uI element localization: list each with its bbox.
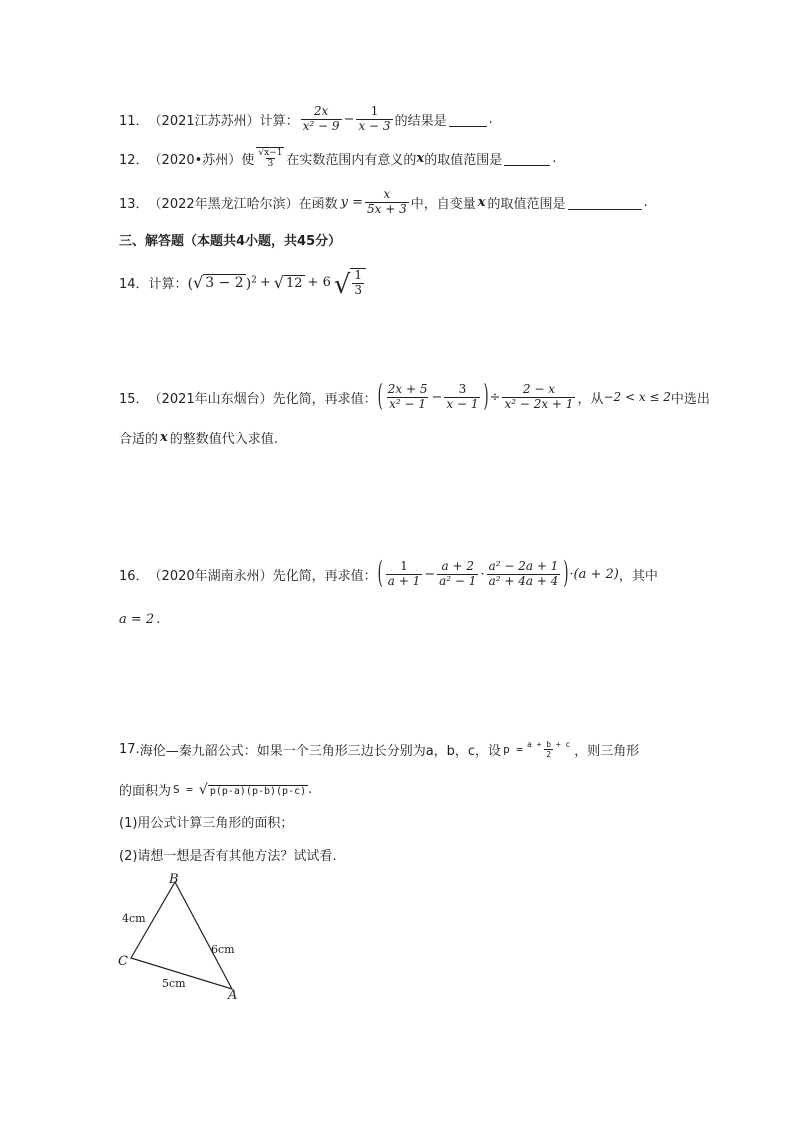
question-number: 17.: [119, 742, 140, 758]
question-14: 14． 计算： ( √ 3 − 2 )$^2$ + √ 12 + 6 √ $\frac{1}{3}$: [119, 268, 366, 298]
triangle-figure: [110, 866, 260, 1006]
side-label-cb: 4cm: [122, 912, 146, 925]
question-number: 16．: [119, 568, 149, 584]
answer-blank[interactable]: [449, 112, 487, 127]
side-label-ba: 6cm: [211, 943, 235, 956]
vertex-label-a: A: [228, 988, 238, 1003]
question-source: （2020•苏州）: [148, 152, 242, 168]
question-13: 13． （2022年黑龙江哈尔滨） 在函数 y = $\frac{x}{5x + 3}$ 中，自变量 x 的取值范围是 .: [119, 187, 648, 216]
section-heading: 三、解答题（本题共4小题，共45分）: [119, 234, 342, 249]
question-source: （2021江苏苏州）: [148, 113, 260, 129]
question-15-line2: 合适的 x 的整数值代入求值.: [119, 430, 278, 447]
question-source: （2021年山东烟台）: [148, 391, 273, 407]
side-label-ca: 5cm: [162, 977, 186, 990]
fraction: $\frac{a + 2}{\text{a² − 1}}$: [439, 559, 477, 588]
question-number: 14．: [119, 277, 149, 293]
fraction: $\frac{2 - x}{\text{x² − 2x + 1}}$: [504, 382, 574, 411]
sqrt-fraction: √ $\frac{1}{3}$: [334, 268, 366, 298]
question-12: 12． （2020•苏州） 使 $\frac{√x-1}{3}$ 在实数范围内有意义的 x 的取值范围是 .: [119, 148, 557, 170]
question-16-line2: a = 2 .: [119, 612, 161, 627]
fraction: $\frac{\text{a² − 2a + 1}}{\text{a² + 4a + 4}}$: [488, 559, 559, 588]
fraction: $\frac{√x-1}{3}$: [258, 148, 283, 170]
fraction: $\frac{1}{x - 3}$: [358, 104, 391, 133]
fraction: $\frac{2x + 5}{\text{x² − 1}}$: [387, 382, 428, 411]
question-17-part1: (1)用公式计算三角形的面积；: [119, 816, 294, 831]
math-expression: ( √ 3 − 2 )$^2$: [187, 272, 257, 292]
vertex-label-c: C: [118, 954, 128, 969]
triangle-shape: [131, 882, 232, 989]
fraction: $\frac{x}{5x + 3}$: [367, 187, 407, 216]
question-number: 11．: [119, 113, 149, 129]
question-number: 15．: [119, 391, 149, 407]
heron-sqrt: √ p(p-a)(p-b)(p-c): [198, 781, 307, 798]
question-17-part2: (2)请想一想是否有其他方法？试试看.: [119, 849, 337, 864]
fraction: $\frac{1}{a + 1}$: [387, 559, 421, 588]
question-number: 13．: [119, 196, 149, 212]
vertex-label-b: B: [169, 872, 179, 887]
question-17-line2: 的面积为 S = √ p(p-a)(p-b)(p-c) .: [119, 781, 313, 799]
fraction: $\frac{a + b + c}{2}$: [526, 740, 571, 760]
fraction: $\frac{2x}{\text{x² − 9}}$: [302, 104, 340, 133]
answer-blank[interactable]: [504, 151, 550, 166]
question-source: （2020年湖南永州）: [148, 568, 273, 584]
question-number: 12．: [119, 152, 149, 168]
minus-sign: −: [343, 111, 355, 127]
question-17: 17. 海伦—秦九韶公式：如果一个三角形三边长分别为a，b，c，设 p = $\frac{a + b + c}{2}$ ，则三角形: [119, 740, 640, 760]
question-lead: 计算：: [259, 113, 299, 129]
question-text: 的结果是: [394, 113, 447, 129]
question-11: 11． （2021江苏苏州） 计算： $\frac{2x}{\text{x² − 9}}$ − $\frac{1}{x - 3}$ 的结果是 .: [119, 104, 493, 133]
sqrt-12: √ 12: [273, 272, 303, 292]
fraction: $\frac{3}{x - 1}$: [446, 382, 479, 411]
question-15: 15． （2021年山东烟台） 先化简，再求值： ( $\frac{2x + 5}{\text{x² − 1}}$ − $\frac{3}{x - 1}$ ) ÷ $\frac{2 - x}{\text{x² − 2x + 1}}$ ，从 −2 < x ≤ 2 中选出: [119, 380, 710, 415]
answer-blank[interactable]: [568, 195, 642, 210]
question-source: （2022年黑龙江哈尔滨）: [148, 196, 299, 212]
question-16: 16． （2020年湖南永州） 先化简，再求值： ( $\frac{1}{a + 1}$ − $\frac{a + 2}{\text{a² − 1}}$ · $\frac{\text{a² − 2a + 1}}{\text{a² + 4a + 4}}$ ) ·(a + 2) ，其中: [119, 557, 658, 592]
